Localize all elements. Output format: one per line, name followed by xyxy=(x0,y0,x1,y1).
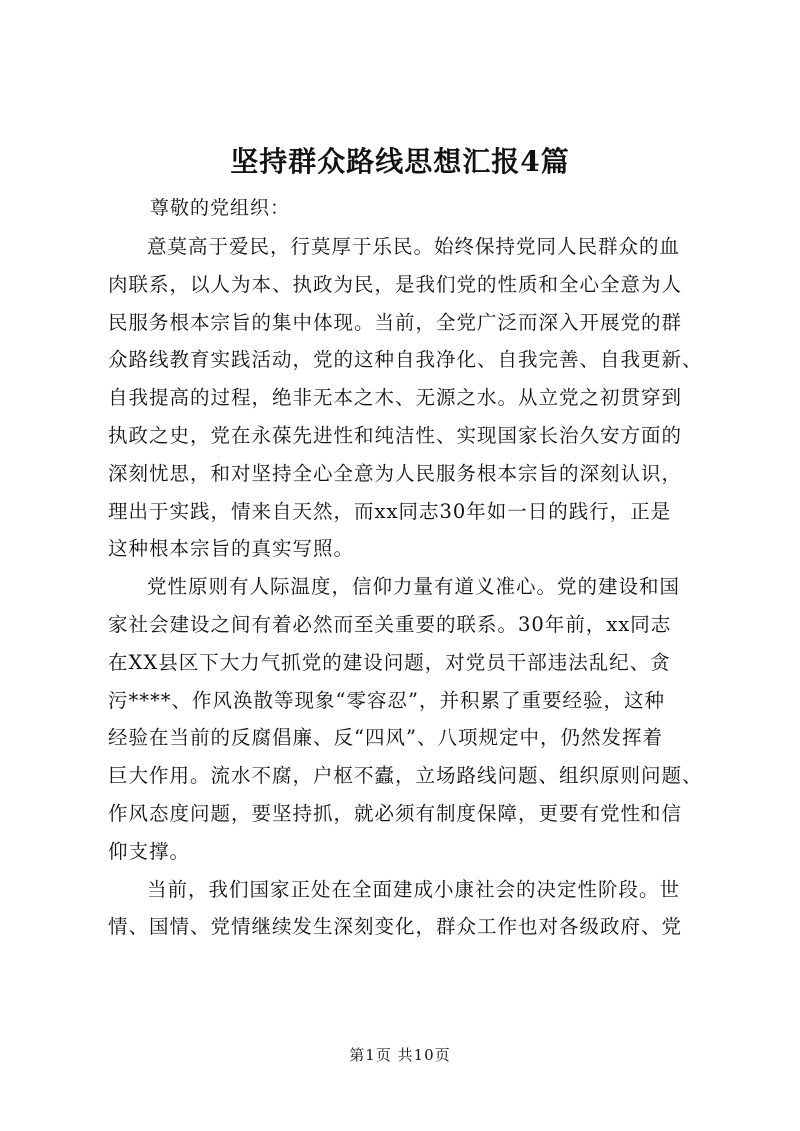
body-line: 巨大作用。流水不腐，户枢不蠹，立场路线问题、组织原则问题、 xyxy=(108,764,703,788)
body-line: 肉联系，以人为本、执政为民，是我们党的性质和全心全意为人 xyxy=(108,272,683,296)
body-line: 家社会建设之间有着必然而至关重要的联系。30年前，xx同志 xyxy=(108,612,672,636)
body-line: 意莫高于爱民，行莫厚于乐民。始终保持党同人民群众的血 xyxy=(147,235,681,258)
body-line: 经验在当前的反腐倡廉、反“四风”、八项规定中，仍然发挥着 xyxy=(108,726,663,750)
body-line: 仰支撑。 xyxy=(108,839,191,863)
document-title: 坚持群众路线思想汇报4篇 xyxy=(230,145,570,178)
body-line: 众路线教育实践活动，党的这种自我净化、自我完善、自我更新、 xyxy=(108,348,703,372)
body-line: 这种根本宗旨的真实写照。 xyxy=(108,537,355,561)
body-line: 民服务根本宗旨的集中体现。当前，全党广泛而深入开展党的群 xyxy=(108,310,683,334)
page-footer: 第1页 共10页 xyxy=(349,1046,451,1064)
body-line: 作风态度问题，要坚持抓，就必须有制度保障，更要有党性和信 xyxy=(108,801,683,825)
body-line: 深刻忧思，和对坚持全心全意为人民服务根本宗旨的深刻认识， xyxy=(108,461,683,485)
salutation: 尊敬的党组织： xyxy=(150,197,291,219)
body-line: 自我提高的过程，绝非无本之木、无源之水。从立党之初贯穿到 xyxy=(108,386,683,410)
body-line: 污****、作风涣散等现象“零容忍”，并积累了重要经验，这种 xyxy=(108,688,665,712)
body-line: 情、国情、党情继续发生深刻变化，群众工作也对各级政府、党 xyxy=(108,915,683,939)
body-line: 当前，我们国家正处在全面建成小康社会的决定性阶段。世 xyxy=(147,877,681,901)
body-line: 执政之史，党在永葆先进性和纯洁性、实现国家长治久安方面的 xyxy=(108,423,683,447)
body-line: 党性原则有人际温度，信仰力量有道义准心。党的建设和国 xyxy=(147,575,681,599)
document-body xyxy=(108,228,708,946)
body-line: 理出于实践，情来自天然，而xx同志30年如一日的践行，正是 xyxy=(108,499,672,523)
body-line: 在XX县区下大力气抓党的建设问题，对党员干部违法乱纪、贪 xyxy=(108,650,671,674)
